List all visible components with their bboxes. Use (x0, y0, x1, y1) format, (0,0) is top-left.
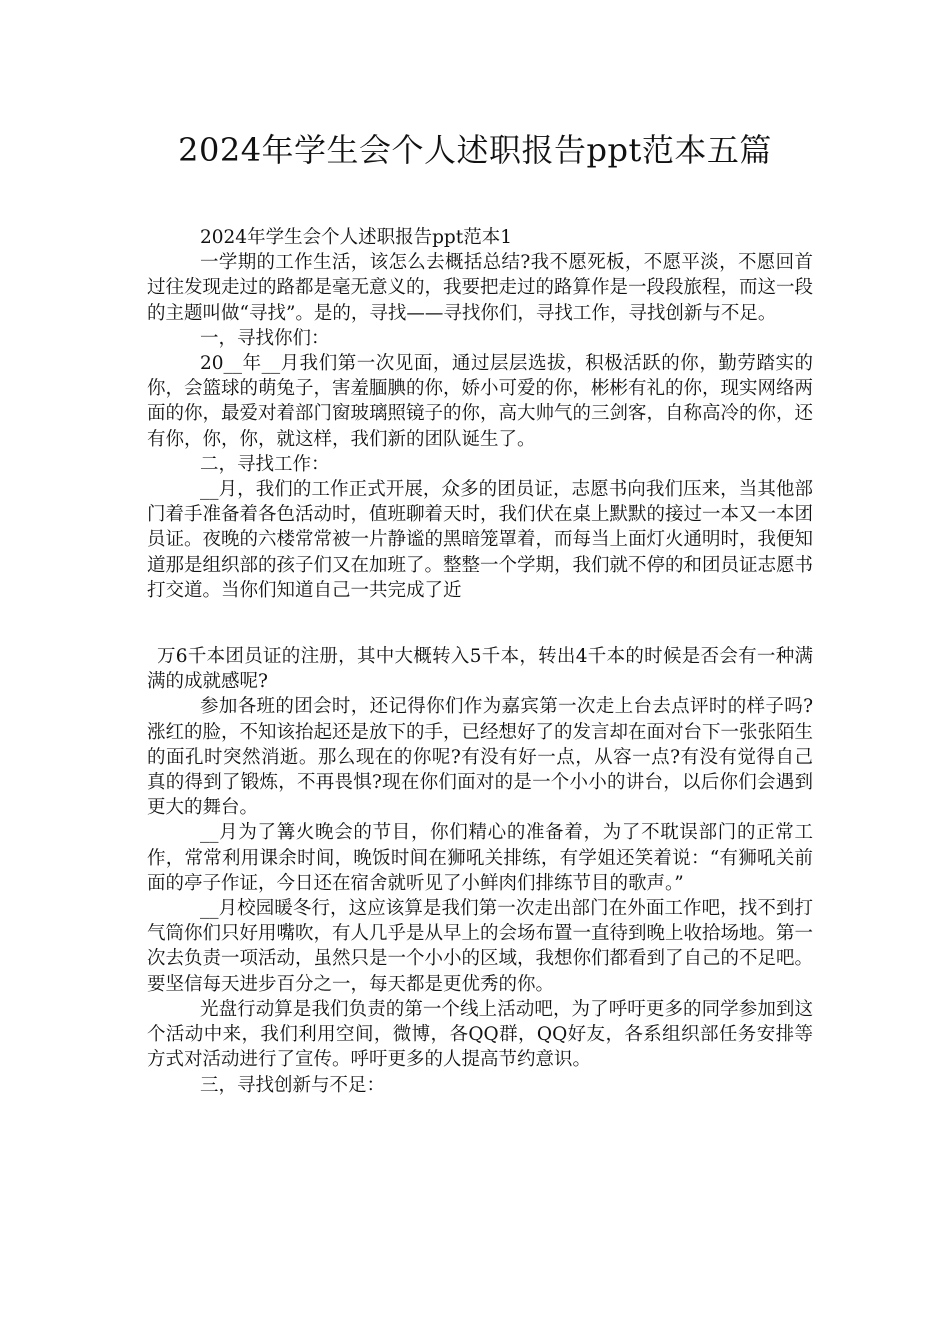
subheading-innovation: 三，寻找创新与不足： (200, 1074, 386, 1096)
paragraph-gap (147, 603, 813, 644)
paragraph-bonfire: __月为了篝火晚会的节目，你们精心的准备着，为了不耽误部门的正常工作，常常利用课余时间，晚饭时间在狮吼关排练，有学姐还笑着说：“有狮吼关前面的亭子作证，今日还在宿舍就听见了小鲜肉们排练节目的歌声。” (147, 822, 813, 894)
subheading-find-work: 二，寻找工作： (200, 453, 330, 475)
subheading-find-you: 一，寻找你们： (200, 327, 330, 349)
paragraph-class-meetings: 参加各班的团会时，还记得你们作为嘉宾第一次走上台去点评时的样子吗?涨红的脸，不知该抬起还是放下的手，已经想好了的发言却在面对台下一张张陌生的面孔时突然消逝。那么现在的你呢?有没有好一点，从容一点?有没有觉得自己真的得到了锻炼，不再畏惧?现在你们面对的是一个小小的讲台，以后你们会遇到更大的舞台。 (147, 696, 814, 819)
paragraph-find-you: 20__年__月我们第一次见面，通过层层选拔，积极活跃的你，勤劳踏实的你，会篮球的萌兔子，害羞腼腆的你，娇小可爱的你，彬彬有礼的你，现实网络两面的你，最爱对着部门窗玻璃照镜子的你，高大帅气的三剑客，自称高冷的你，还有你，你，你，就这样，我们新的团队诞生了。 (147, 353, 814, 450)
paragraph-continuation: 万6千本团员证的注册，其中大概转入5千本，转出4千本的时候是否会有一种满满的成就感呢? (147, 646, 813, 693)
paragraph-clean-plate: 光盘行动算是我们负责的第一个线上活动吧，为了呼吁更多的同学参加到这个活动中来，我们利用空间，微博，各QQ群，QQ好友，各系组织部任务安排等方式对活动进行了宣传。呼吁更多的人提高节约意识。 (147, 998, 813, 1071)
section-heading-1: 2024年学生会个人述职报告ppt范本1 (200, 227, 512, 248)
document-body (147, 225, 813, 1098)
document-title: 2024年学生会个人述职报告ppt范本五篇 (178, 131, 772, 169)
paragraph-find-work: __月，我们的工作正式开展，众多的团员证，志愿书向我们压来，当其他部门着手准备着各色活动时，值班聊着天时，我们伏在桌上默默的接过一本又一本团员证。夜晚的六楼常常被一片静谧的黑暗笼罩着，而每当上面灯火通明时，我便知道那是组织部的孩子们又在加班了。整整一个学期，我们就不停的和团员证志愿书打交道。当你们知道自己一共完成了近 (147, 479, 814, 601)
paragraph-intro: 一学期的工作生活，该怎么去概括总结?我不愿死板，不愿平淡，不愿回首过往发现走过的路都是毫无意义的，我要把走过的路算作是一段段旅程，而这一段的主题叫做“寻找”。是的，寻找——寻找你们，寻找工作，寻找创新与不足。 (147, 252, 814, 324)
paragraph-winter-event: __月校园暖冬行，这应该算是我们第一次走出部门在外面工作吧，找不到打气筒你们只好用嘴吹，有人几乎是从早上的会场布置一直待到晚上收拾场地。第一次去负责一项活动，虽然只是一个小小的区域，我想你们都看到了自己的不足吧。要坚信每天进步百分之一，每天都是更优秀的你。 (147, 898, 814, 995)
